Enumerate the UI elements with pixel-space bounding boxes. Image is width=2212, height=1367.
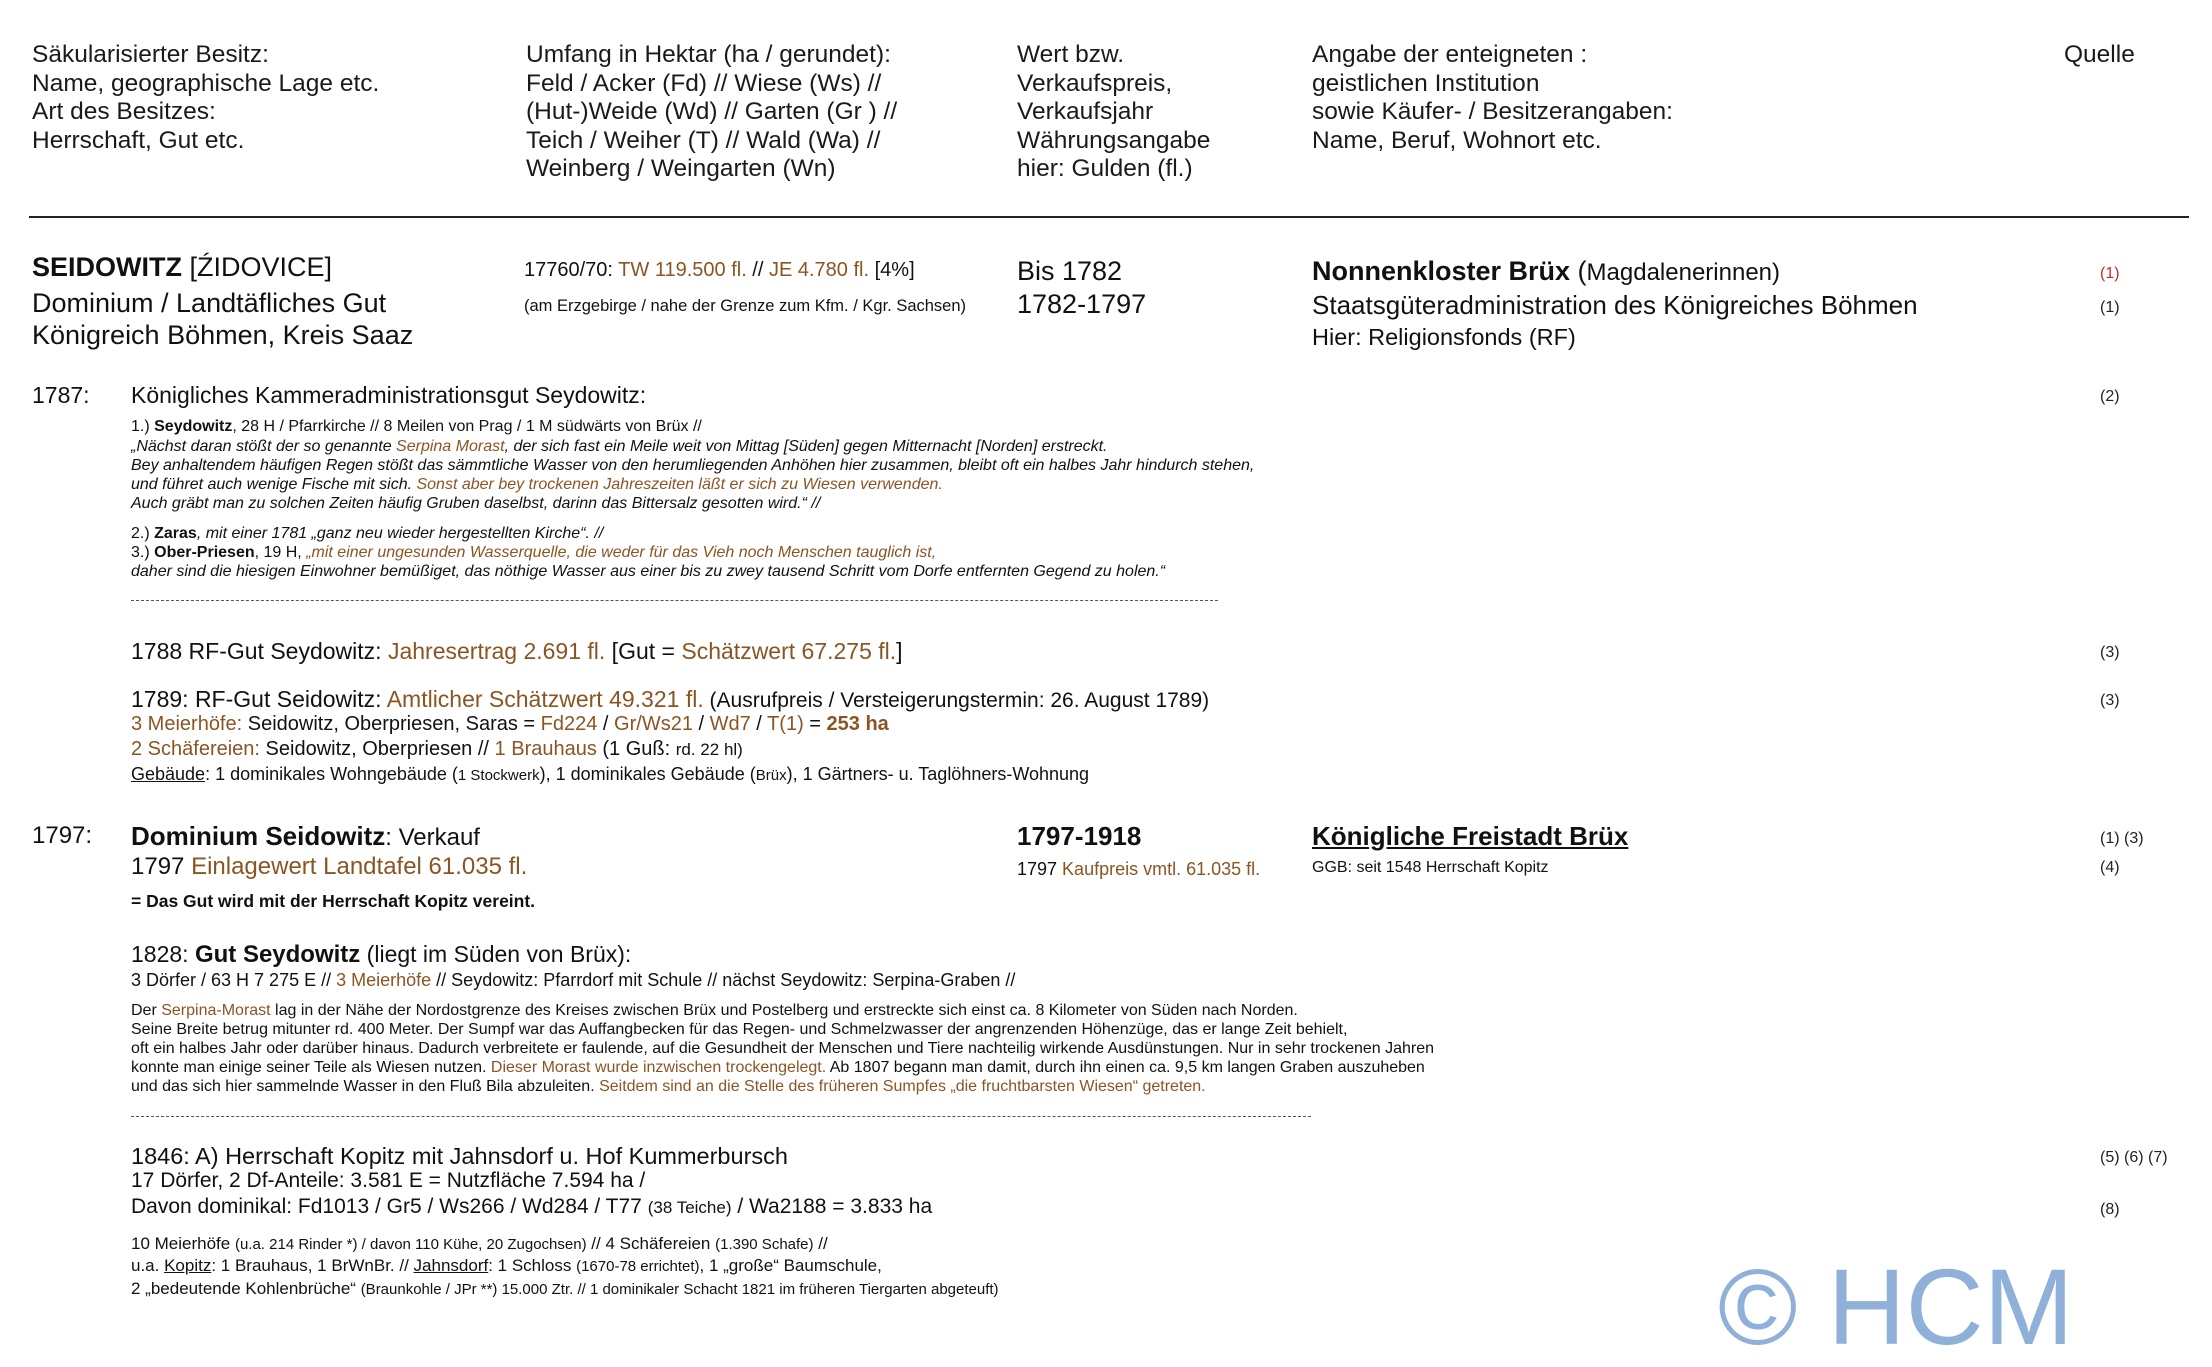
text: (1 Guß: [596, 738, 676, 760]
source-ref: (1) (3) [2100, 830, 2144, 847]
text: und das sich hier sammelnde Wasser in den Fluß Bila abzuleiten. [131, 1078, 600, 1095]
text-1797-2 [131, 853, 527, 881]
header-line: Angabe der enteigneten : [1312, 41, 1588, 68]
text-1846-3 [131, 1195, 932, 1219]
title-year1: Bis 1782 [1017, 256, 1123, 286]
text-brown: Gr/Ws21 [614, 713, 693, 735]
value-tw: TW 119.500 fl. [618, 259, 747, 281]
text: (u.a. 214 Rinder *) / davon 110 Kühe, 20 Zugochsen) [234, 1236, 587, 1253]
dashed-divider [131, 600, 1218, 601]
title-value [524, 259, 915, 282]
source-ref: (3) [2100, 644, 2120, 661]
header-col-institution [1312, 41, 1673, 155]
text: ), 1 Gärtners- u. Taglöhners-Wohnung [786, 764, 1090, 784]
period-1797: 1797-1918 [1017, 821, 1142, 851]
text: 1789: RF-Gut Seidowitz: [131, 686, 387, 712]
title-line2: Dominium / Landtäfliches Gut [32, 288, 387, 318]
text-1787-7 [131, 543, 936, 563]
header-line: Herrschaft, Gut etc. [32, 126, 245, 154]
text: : Verkauf [385, 824, 480, 851]
text: Brüx [755, 767, 787, 784]
text: 1797 [131, 853, 192, 880]
text: , 19 H, [254, 544, 307, 561]
header-line: (Hut-)Weide (Wd) // Garten (Gr ) // [526, 98, 898, 125]
text: [Gut = [605, 638, 682, 664]
text-brown: Fd224 [540, 713, 598, 735]
text: Seidowitz, Oberpriesen // [259, 738, 495, 760]
text-brown: Serpina Morast [396, 438, 505, 455]
ggb-1797: GGB: seit 1548 Herrschaft Kopitz [1312, 859, 1549, 876]
text-underline: Kopitz [164, 1256, 212, 1275]
institution-1-bold: Nonnenkloster Brüx [1312, 256, 1571, 286]
text: lag in der Nähe der Nordostgrenze des Kreises zwischen Brüx und Postelberg und erstreckte sich einst ca. 8 Kilometer von Süden nach Norden. [270, 1002, 1298, 1019]
dashed-divider [131, 1116, 1311, 1117]
num: 3.) [131, 544, 155, 561]
text-brown: 1 Brauhaus [494, 738, 597, 760]
place-bold: Seydowitz [154, 418, 233, 435]
year-1787: 1787: [32, 382, 90, 408]
source-ref: (3) [2100, 692, 2120, 709]
source-ref: (2) [2100, 388, 2120, 405]
text: 3 Dörfer / 63 H 7 275 E // [131, 970, 337, 990]
source-ref: (8) [2100, 1201, 2120, 1218]
header-line: Verkaufspreis, [1017, 69, 1173, 97]
text-1797-3: = Das Gut wird mit der Herrschaft Kopitz vereint. [131, 891, 536, 911]
header-rule [29, 216, 2189, 218]
text-brown: Wd7 [709, 713, 751, 735]
heading-1787: Königliches Kammeradministrationsgut Seydowitz: [131, 382, 647, 408]
text-brown: T(1) [767, 713, 804, 735]
text-1788 [131, 638, 903, 665]
text-brown: Dieser Morast wurde inzwischen trockengelegt. [490, 1059, 827, 1076]
title-name [32, 251, 332, 283]
text-1846-5 [131, 1256, 882, 1276]
text-1789-3 [131, 738, 743, 761]
header-line: Umfang in Hektar (ha / gerundet): [526, 41, 891, 68]
text: und führet auch wenige Fische mit sich. [131, 476, 417, 493]
header-col-umfang [526, 41, 897, 184]
text-1787-1 [131, 417, 702, 437]
header-col-quelle: Quelle [2064, 41, 2135, 68]
text-bold: Dominium Seidowitz [131, 821, 386, 851]
text: , mit einer 1781 „ganz neu wieder hergestellten Kirche“. // [196, 525, 604, 542]
text-1828-p2: Seine Breite betrug mitunter rd. 400 Meter. Der Sumpf war das Auffangbecken für das Regen- und Schmelzwasser der angrenzenden Höhenzüge, das er lange Zeit behielt, [131, 1021, 1348, 1038]
text: 1797 [1017, 859, 1063, 879]
text-brown: 3 Meierhöfe: [131, 713, 243, 735]
num: 1.) [131, 418, 155, 435]
institution-3: Hier: Religionsfonds (RF) [1312, 324, 1576, 350]
institution-2: Staatsgüteradministration des Königreiches Böhmen [1312, 290, 1918, 320]
text: 1 Stockwerk [457, 767, 540, 784]
header-line: Wert bzw. [1017, 41, 1125, 68]
text-1828-p5 [131, 1077, 1206, 1097]
text-brown: Schätzwert 67.275 fl. [681, 638, 897, 664]
header-line: hier: Gulden (fl.) [1017, 155, 1193, 182]
text: Seidowitz, Oberpriesen, Saras = [242, 713, 541, 735]
text-brown: Serpina-Morast [161, 1002, 271, 1019]
text-brown: 2 Schäfereien: [131, 738, 260, 760]
text: Davon dominikal: Fd1013 / Gr5 / Ws266 / Wd284 / T77 [131, 1195, 648, 1218]
institution-1-rest: Magdalenerinnen) [1586, 259, 1781, 286]
heading-1846: 1846: A) Herrschaft Kopitz mit Jahnsdorf u. Hof Kummerbursch [131, 1143, 788, 1169]
text: (1.390 Schafe) [715, 1236, 814, 1253]
place-bold: Ober-Priesen [154, 544, 255, 561]
title-year2: 1782-1797 [1017, 289, 1147, 319]
text-brown-bold: 253 ha [826, 713, 889, 735]
text: / [597, 713, 615, 735]
institution-1 [1312, 256, 1780, 287]
text: // Seydowitz: Pfarrdorf mit Schule // nächst Seydowitz: Serpina-Graben // [431, 970, 1016, 990]
text-1789-1 [131, 686, 1209, 714]
text-1787-8: daher sind die hiesigen Einwohner bemüßiget, das nöthige Wasser aus einer bis zu zwey tausend Schritt vom Dorfe entfernten Gegend zu holen.“ [131, 563, 1166, 580]
text-brown: 3 Meierhöfe [336, 970, 432, 990]
text-1846-4 [131, 1234, 828, 1254]
text-1787-3: Bey anhaltendem häufigen Regen stößt das sämmtliche Wasser von den herumliegenden Anhöhen hier zusammen, bleibt oft ein halbes Jahr hindurch stehen, [131, 457, 1255, 474]
text-underline: Gebäude [131, 764, 206, 784]
text: (1670-78 errichtet) [576, 1258, 700, 1275]
text: 2 „bedeutende Kohlenbrüche“ [131, 1279, 361, 1298]
header-line: geistlichen Institution [1312, 69, 1540, 97]
source-ref: (4) [2100, 859, 2120, 876]
place-bold: Zaras [154, 525, 197, 542]
buyer-1797: Königliche Freistadt Brüx [1312, 821, 1629, 851]
text: 1828: [131, 941, 195, 967]
header-line: Feld / Acker (Fd) // Wiese (Ws) // [526, 69, 882, 97]
text-bold: Gut Seydowitz [194, 941, 361, 968]
text-brown: Seitdem sind an die Stelle des früheren Sumpfes „die fruchtbarsten Wiesen“ getreten. [599, 1078, 1206, 1095]
title-alt: [ŹIDOVICE] [182, 252, 333, 282]
price-1797 [1017, 859, 1260, 880]
header-col-wert [1017, 41, 1210, 184]
source-ref: (1) [2100, 265, 2120, 282]
text-brown: Einlagewert Landtafel 61.035 fl. [191, 853, 528, 880]
paren: ( [1570, 256, 1587, 286]
text: (liegt im Süden von Brüx): [360, 941, 632, 967]
header-line: Name, geographische Lage etc. [32, 69, 380, 97]
text-1828-p1 [131, 1001, 1298, 1021]
text-brown: Jahresertrag 2.691 fl. [387, 638, 606, 664]
text-1789-4 [131, 764, 1089, 785]
text: rd. 22 hl) [675, 740, 743, 759]
text-1828-p3: oft ein halbes Jahr oder darüber hinaus. Dadurch verbreitete er faulende, auf die Gesundheit der Menschen und Tiere nachteilig wirkende Ausdünstungen. Nur in sehr trockenen Jahren [131, 1040, 1435, 1057]
text-brown: Kaufpreis vmtl. 61.035 fl. [1062, 859, 1261, 879]
text-1846-6 [131, 1279, 999, 1299]
header-line: Teich / Weiher (T) // Wald (Wa) // [526, 126, 881, 154]
text-underline: Jahnsdorf [413, 1256, 489, 1275]
source-ref: (5) (6) (7) [2100, 1149, 2168, 1166]
text: : 1 Schloss [488, 1256, 577, 1275]
text-1828-p4 [131, 1058, 1425, 1078]
value-sep: // [746, 259, 769, 281]
value-prefix: 17760/70: [524, 259, 619, 281]
title-line3: Königreich Böhmen, Kreis Saaz [32, 320, 414, 350]
header-col-besitz [32, 41, 379, 155]
source-ref: (1) [2100, 299, 2120, 316]
heading-1828 [131, 941, 631, 969]
header-line: sowie Käufer- / Besitzerangaben: [1312, 98, 1673, 125]
value-je: JE 4.780 fl. [768, 259, 870, 281]
header-line: Art des Besitzes: [32, 98, 216, 125]
title-location: (am Erzgebirge / nahe der Grenze zum Kfm. / Kgr. Sachsen) [524, 297, 967, 315]
text: = [803, 713, 827, 735]
header-line: Währungsangabe [1017, 126, 1211, 154]
heading-1797 [131, 821, 480, 852]
text: : 1 Brauhaus, 1 BrWnBr. // [211, 1256, 414, 1275]
text: / [692, 713, 710, 735]
text-1787-2 [131, 437, 1108, 457]
text: ] [896, 638, 903, 664]
text: // [813, 1234, 828, 1253]
title-bold: SEIDOWITZ [32, 252, 182, 282]
text: Der [131, 1002, 162, 1019]
watermark: © HCM [1718, 1246, 2074, 1367]
text-1828-2 [131, 970, 1015, 991]
text: , 1 „große“ Baumschule, [699, 1256, 882, 1275]
text: : 1 dominikales Wohngebäude ( [205, 764, 458, 784]
text: 1788 RF-Gut Seydowitz: [131, 638, 388, 664]
header-line: Name, Beruf, Wohnort etc. [1312, 126, 1602, 154]
header-line: Säkularisierter Besitz: [32, 41, 269, 68]
text-brown: Amtlicher Schätzwert 49.321 fl. [386, 686, 704, 712]
text: // 4 Schäfereien [586, 1234, 716, 1253]
text: , 28 H / Pfarrkirche // 8 Meilen von Prag / 1 M südwärts von Brüx // [232, 418, 702, 435]
header-line: Verkaufsjahr [1017, 98, 1154, 125]
text-brown: „mit einer ungesunden Wasserquelle, die weder für das Vieh noch Menschen tauglich ist, [306, 544, 937, 561]
text-1787-4 [131, 475, 943, 495]
text: / Wa2188 = 3.833 ha [731, 1195, 933, 1218]
text-brown: Sonst aber bey trockenen Jahreszeiten läßt er sich zu Wiesen verwenden. [416, 476, 943, 493]
num: 2.) [131, 525, 155, 542]
text-1789-2 [131, 713, 889, 736]
text: (Braunkohle / JPr **) 15.000 Ztr. // 1 dominikaler Schacht 1821 im früheren Tiergarten abgeteuft) [360, 1281, 999, 1298]
text: u.a. [131, 1256, 165, 1275]
text: Ab 1807 begann man damit, durch ihn einen ca. 9,5 km langen Graben auszuheben [826, 1059, 1425, 1076]
text: konnte man einige seiner Teile als Wiesen nutzen. [131, 1059, 491, 1076]
year-1797: 1797: [32, 822, 93, 849]
value-pct: [4%] [869, 259, 915, 281]
text: (Ausrufpreis / Versteigerungstermin: 26. August 1789) [703, 689, 1210, 712]
text-1787-6 [131, 524, 603, 544]
text-1846-2: 17 Dörfer, 2 Df-Anteile: 3.581 E = Nutzfläche 7.594 ha / [131, 1169, 646, 1192]
text: „Nächst daran stößt der so genannte [131, 438, 397, 455]
text: (38 Teiche) [647, 1198, 732, 1217]
text-1787-5: Auch gräbt man zu solchen Zeiten häufig Gruben daselbst, darinn das Bittersalz gesotten wird.“ // [131, 495, 821, 512]
text: 10 Meierhöfe [131, 1234, 235, 1253]
text: / [750, 713, 768, 735]
header-line: Weinberg / Weingarten (Wn) [526, 155, 836, 182]
text: ), 1 dominikales Gebäude ( [539, 764, 756, 784]
text: , der sich fast ein Meile weit von Mittag [Süden] gegen Mitternacht [Norden] erstreckt. [504, 438, 1108, 455]
